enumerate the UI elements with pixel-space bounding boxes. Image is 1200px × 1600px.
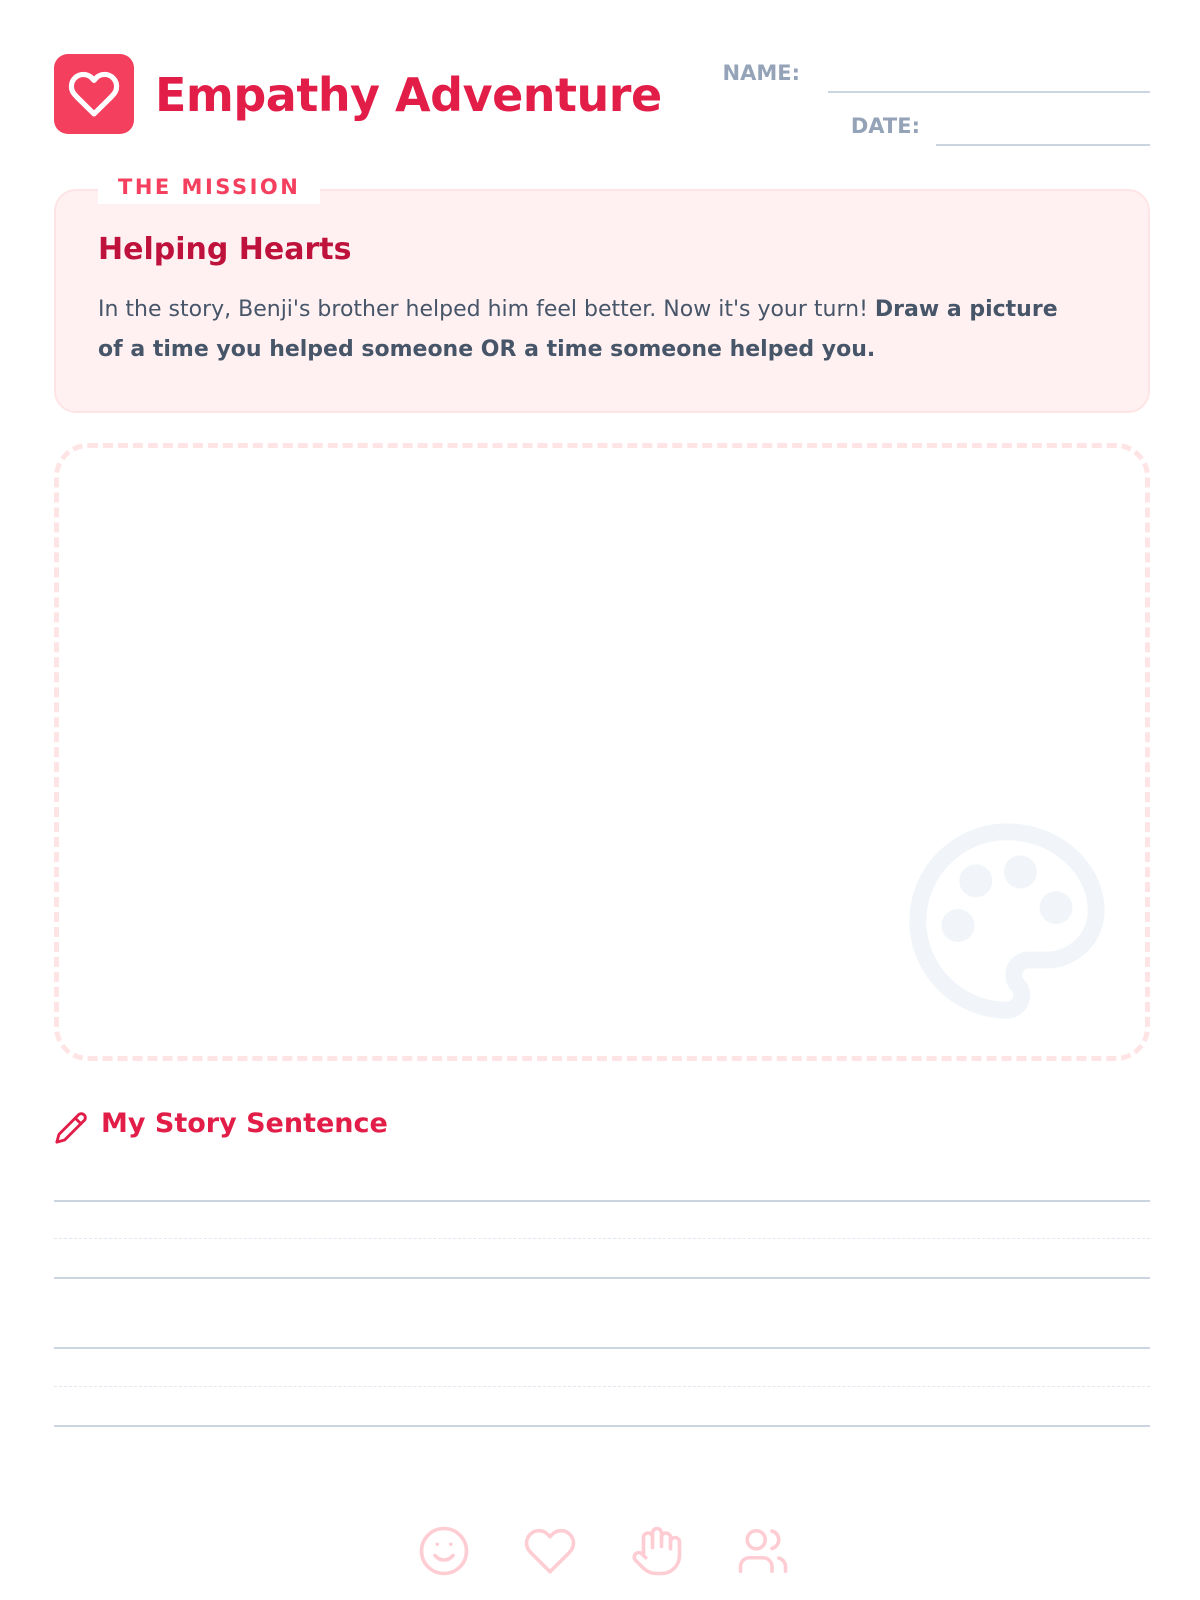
mission-text-emphasis: Draw a picture of a time you helped someone OR a time someone helped you. <box>98 297 1058 362</box>
users-icon <box>736 1524 790 1578</box>
name-field[interactable] <box>828 91 1150 93</box>
mission-instructions <box>98 290 1058 370</box>
story-sentence-title: My Story Sentence <box>101 1108 388 1139</box>
writing-line-mid-1 <box>54 1238 1150 1239</box>
page-title: Empathy Adventure <box>155 68 662 122</box>
name-label: NAME: <box>722 61 800 85</box>
mission-text: In the story, Benji's brother helped him feel better. Now it's your turn! <box>98 297 875 322</box>
writing-line-base-1[interactable] <box>54 1277 1150 1279</box>
writing-line-mid-2 <box>54 1386 1150 1387</box>
palette-icon <box>900 814 1114 1028</box>
heart-icon <box>523 1524 577 1578</box>
writing-line-top-2[interactable] <box>54 1347 1150 1349</box>
date-label: DATE: <box>850 114 920 138</box>
hand-icon <box>630 1524 684 1578</box>
writing-line-base-2[interactable] <box>54 1425 1150 1427</box>
writing-line-top-1[interactable] <box>54 1200 1150 1202</box>
mission-heading: Helping Hearts <box>98 232 352 267</box>
mission-tag: THE MISSION <box>98 170 320 204</box>
pencil-icon <box>54 1111 88 1145</box>
date-field[interactable] <box>936 144 1150 146</box>
smile-icon <box>417 1524 471 1578</box>
heart-icon <box>68 68 120 120</box>
logo <box>54 54 134 134</box>
